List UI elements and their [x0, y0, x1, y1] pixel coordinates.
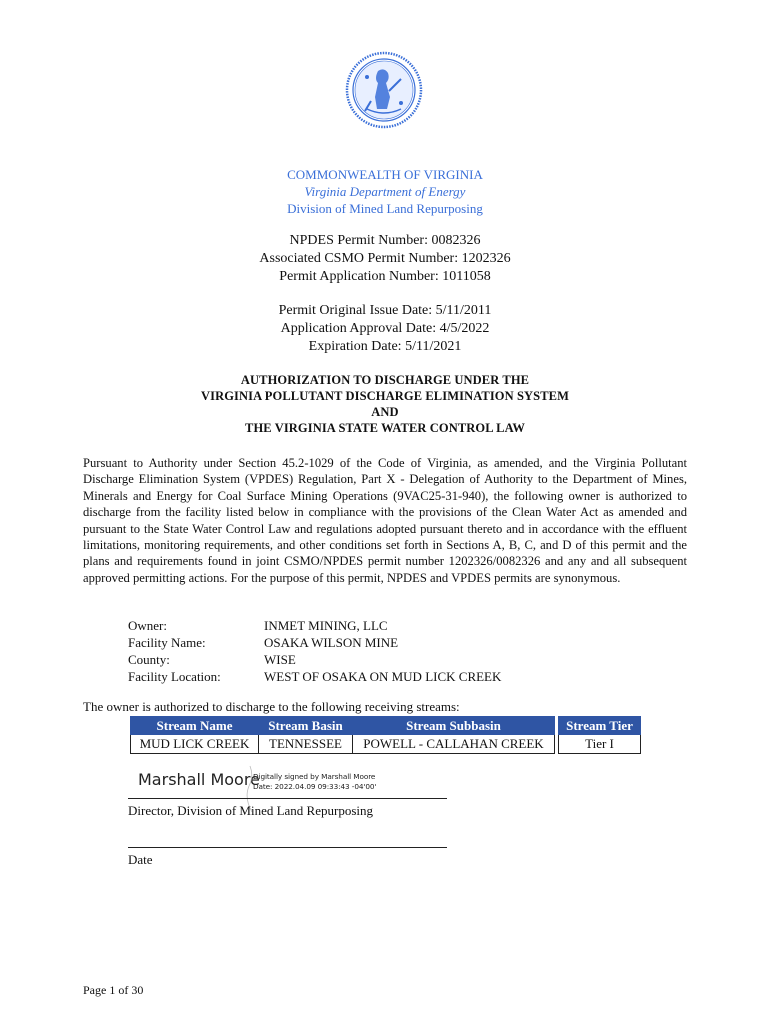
county-value: WISE	[264, 652, 296, 667]
authorization-title-line-3: AND	[371, 405, 399, 419]
authorization-title-line-1: AUTHORIZATION TO DISCHARGE UNDER THE	[240, 373, 530, 387]
signer-title: Director, Division of Mined Land Repurposing	[128, 803, 373, 818]
owner-label: Owner:	[128, 618, 167, 633]
facility-name-label: Facility Name:	[128, 635, 206, 650]
original-issue-date: Permit Original Issue Date: 5/11/2011	[278, 303, 492, 318]
authorization-title	[0, 372, 770, 436]
facility-location-row	[128, 668, 501, 685]
signature-name: Marshall Moore	[138, 770, 260, 789]
owner-value: INMET MINING, LLC	[264, 618, 388, 633]
expiration-date: Expiration Date: 5/11/2021	[308, 339, 462, 354]
csmo-permit-number: Associated CSMO Permit Number: 1202326	[259, 251, 511, 266]
permit-dates	[0, 302, 770, 356]
virginia-seal-logo	[345, 51, 423, 129]
facility-location-value: WEST OF OSAKA ON MUD LICK CREEK	[264, 669, 502, 684]
cell-stream-tier: Tier I	[559, 735, 641, 754]
signature-line	[128, 798, 447, 799]
date-label: Date	[128, 852, 153, 867]
facility-info	[128, 617, 501, 685]
facility-location-label: Facility Location:	[128, 669, 221, 684]
permit-numbers	[0, 232, 770, 286]
cell-stream-basin: TENNESSEE	[259, 735, 353, 754]
digital-signature-line-1: Digitally signed by Marshall Moore	[253, 772, 376, 781]
facility-name-value: OSAKA WILSON MINE	[264, 635, 399, 650]
cell-stream-subbasin: POWELL - CALLAHAN CREEK	[353, 735, 555, 754]
owner-row	[128, 617, 501, 634]
npdes-permit-number: NPDES Permit Number: 0082326	[289, 233, 481, 248]
receiving-streams-table	[130, 716, 641, 754]
approval-date: Application Approval Date: 4/5/2022	[280, 321, 490, 336]
cell-stream-name: MUD LICK CREEK	[131, 735, 259, 754]
header-stream-name: Stream Name	[131, 717, 259, 735]
header-stream-subbasin: Stream Subbasin	[353, 717, 555, 735]
authorization-title-line-4: THE VIRGINIA STATE WATER CONTROL LAW	[245, 421, 525, 435]
county-label: County:	[128, 652, 170, 667]
authorization-title-line-2: VIRGINIA POLLUTANT DISCHARGE ELIMINATION SYSTEM	[201, 389, 569, 403]
agency-header	[0, 166, 770, 217]
application-number: Permit Application Number: 1011058	[279, 269, 491, 284]
header-stream-tier: Stream Tier	[559, 717, 641, 735]
date-line	[128, 847, 447, 848]
county-row	[128, 651, 501, 668]
digital-signature-details	[253, 772, 376, 792]
facility-name-row	[128, 634, 501, 651]
digital-signature-line-2: Date: 2022.04.09 09:33:43 -04'00'	[253, 782, 377, 791]
table-row	[131, 735, 641, 754]
page-number: Page 1 of 30	[83, 983, 144, 997]
agency-line-division: Division of Mined Land Repurposing	[287, 201, 483, 216]
authority-paragraph: Pursuant to Authority under Section 45.2-1029 of the Code of Virginia, as amended, and the Virginia Pollutant Discharge Elimination System (VPDES) Regulation, Part X - Delegation of Authority to the Department of Mines, Minerals and Energy for Coal Surface Mining Operations (9VAC25-31-940), the following owner is authorized to discharge from the facility listed below in compliance with the provisions of the Clean Water Act as amended and pursuant to the State Water Control Law and regulations adopted pursuant thereto and in accordance with the effluent limitations, monitoring requirements, and other conditions set forth in Sections A, B, C, and D of this permit and the plans and requirements found in joint CSMO/NPDES permit number 1202326/0082326 and any and all subsequent approved permitting actions. For the purpose of this permit, NPDES and VPDES permits are synonymous.	[83, 456, 687, 585]
streams-intro: The owner is authorized to discharge to the following receiving streams:	[83, 699, 460, 714]
table-header-row	[131, 717, 641, 735]
agency-line-department: Virginia Department of Energy	[304, 184, 466, 199]
agency-line-commonwealth: COMMONWEALTH OF VIRGINIA	[287, 167, 483, 182]
header-stream-basin: Stream Basin	[259, 717, 353, 735]
